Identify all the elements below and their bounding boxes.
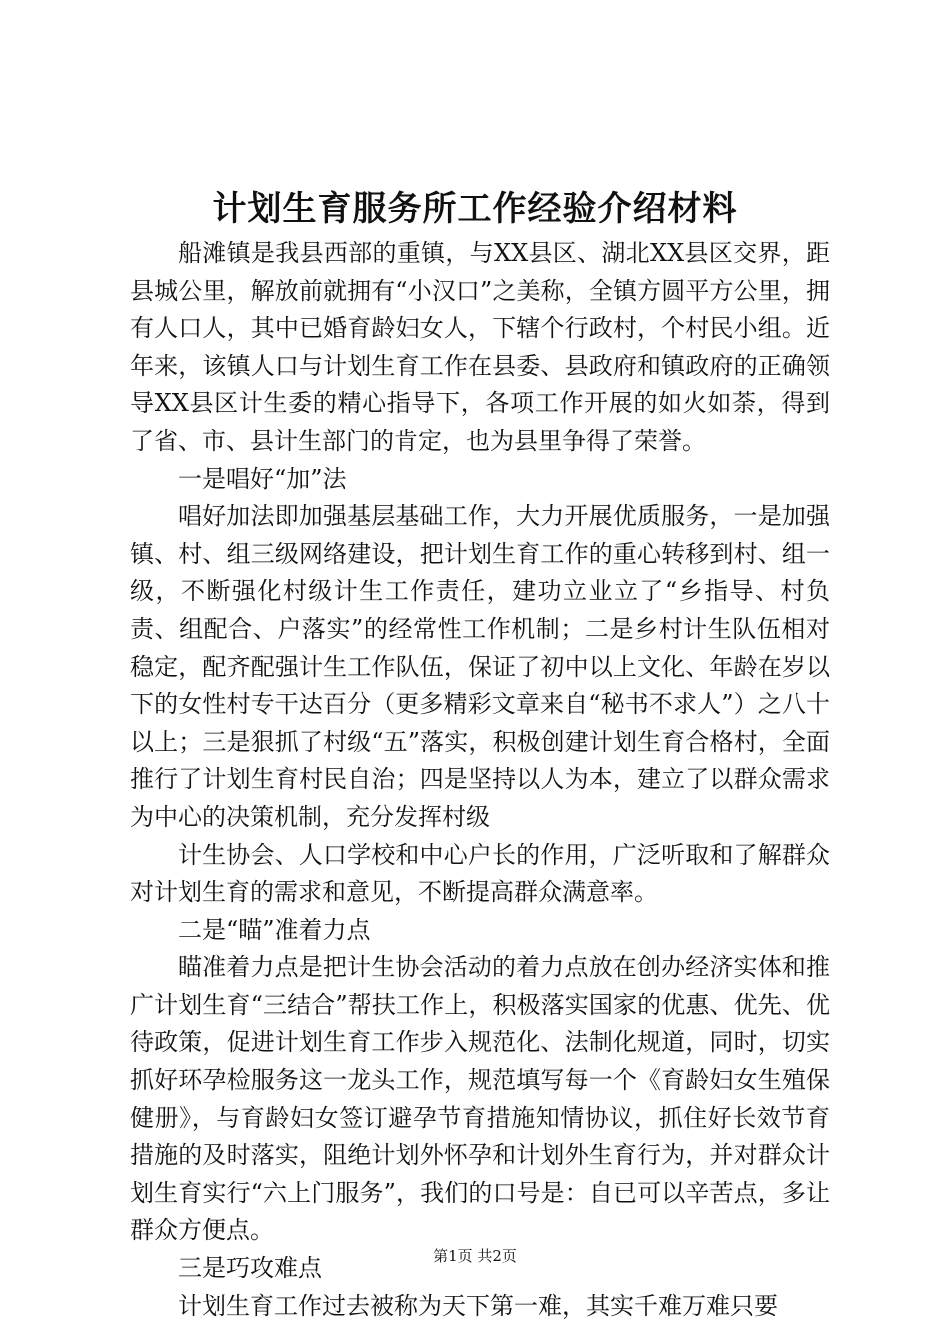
paragraph-section-3: 计划生育工作过去被称为天下第一难，其实千难万难只要: [178, 1291, 778, 1320]
paragraph-section-1: 唱好加法即加强基层基础工作，大力开展优质服务，一是加强镇、村、组三级网络建设，把计划生育工作的重心转移到村、组一级，不断强化村级计生工作责任，建功立业立了“乡指导、村负责、组配合、户落实”的经常性工作机制；二是乡村计生队伍相对稳定，配齐配强计生工作队伍，保证了初中以上文化、年龄在岁以下的女性村专干达百分（更多精彩文章来自“秘书不求人”）之八十以上；三是狠抓了村级“五”落实，积极创建计划生育合格村，全面推行了计划生育村民自治；四是坚持以人为本，建立了以群众需求为中心的决策机制，充分发挥村级: [130, 502, 830, 831]
paragraph-section-1-continued: 计生协会、人口学校和中心户长的作用，广泛听取和了解群众对计划生育的需求和意见，不断提高群众满意率。: [130, 840, 830, 907]
page-footer: [0, 1246, 950, 1266]
document-title: 计划生育服务所工作经验介绍材料: [212, 189, 738, 229]
document-body: [130, 235, 830, 1325]
paragraph-section-2: 瞄准着力点是把计生协会活动的着力点放在创办经济实体和推广计划生育“三结合”帮扶工作上，积极落实国家的优惠、优先、优待政策，促进计划生育工作步入规范化、法制化规道，同时，切实抓好环孕检服务这一龙头工作，规范填写每一个《育龄妇女生殖保健册》，与育龄妇女签订避孕节育措施知情协议，抓住好长效节育措施的及时落实，阻绝计划外怀孕和计划外生育行为，并对群众计划生育实行“六上门服务”，我们的口号是：自已可以辛苦点，多让群众方便点。: [130, 953, 830, 1245]
paragraph-intro: 船滩镇是我县西部的重镇，与XX县区、湖北XX县区交界，距县城公里，解放前就拥有“小汉口”之美称，全镇方圆平方公里，拥有人口人，其中已婚育龄妇女人，下辖个行政村，个村民小组。近年来，该镇人口与计划生育工作在县委、县政府和镇政府的正确领导XX县区计生委的精心指导下，各项工作开展的如火如荼，得到了省、市、县计生部门的肯定，也为县里争得了荣誉。: [130, 239, 830, 455]
page-indicator: 第1页 共2页: [433, 1247, 517, 1265]
section-heading-1: 一是唱好“加”法: [178, 464, 347, 493]
section-heading-2: 二是“瞄”准着力点: [178, 915, 371, 944]
section-heading-3: 三是巧攻难点: [178, 1254, 322, 1283]
